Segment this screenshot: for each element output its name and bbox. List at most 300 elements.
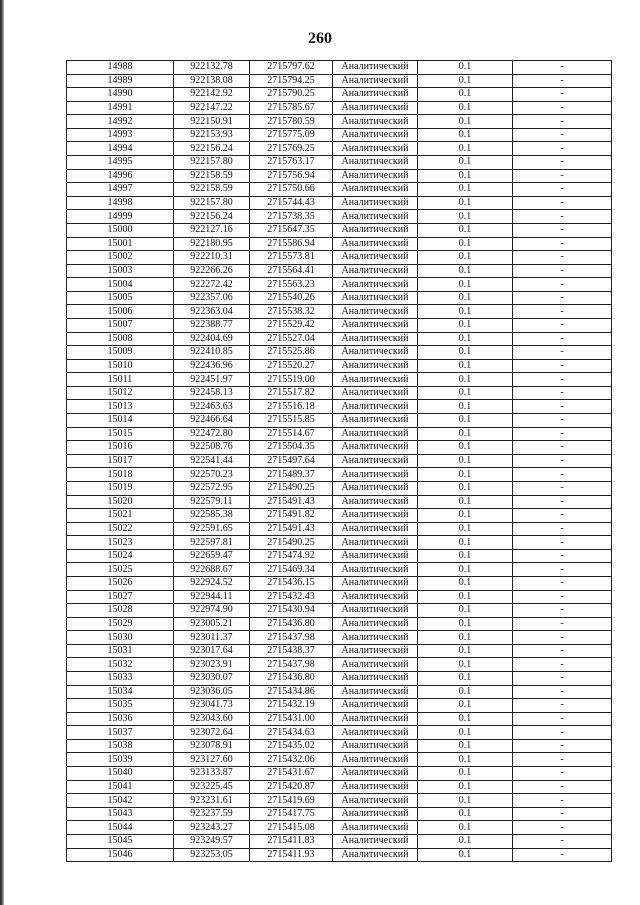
y-coord-cell: 2715437.98 [250,658,333,672]
point-id-cell: 15003 [67,264,174,278]
table-row [67,278,612,292]
method-cell: Аналитический [333,196,418,210]
note-cell: - [513,699,612,713]
point-id-cell: 15020 [67,495,174,509]
accuracy-cell: 0.1 [418,739,513,753]
note-cell: - [513,563,612,577]
table-row [67,604,612,618]
method-cell: Аналитический [333,821,418,835]
note-cell: - [513,821,612,835]
x-coord-cell: 922597.81 [174,536,250,550]
accuracy-cell: 0.1 [418,427,513,441]
note-cell: - [513,223,612,237]
y-coord-cell: 2715520.27 [250,359,333,373]
y-coord-cell: 2715586.94 [250,237,333,251]
table-row [67,196,612,210]
method-cell: Аналитический [333,223,418,237]
table-row [67,251,612,265]
x-coord-cell: 922466.64 [174,414,250,428]
point-id-cell: 14995 [67,156,174,170]
point-id-cell: 15019 [67,481,174,495]
accuracy-cell: 0.1 [418,590,513,604]
point-id-cell: 15000 [67,223,174,237]
note-cell: - [513,332,612,346]
note-cell: - [513,712,612,726]
x-coord-cell: 922210.31 [174,251,250,265]
method-cell: Аналитический [333,658,418,672]
method-cell: Аналитический [333,481,418,495]
y-coord-cell: 2715756.94 [250,169,333,183]
y-coord-cell: 2715529.42 [250,318,333,332]
method-cell: Аналитический [333,753,418,767]
accuracy-cell: 0.1 [418,753,513,767]
y-coord-cell: 2715744.43 [250,196,333,210]
accuracy-cell: 0.1 [418,617,513,631]
y-coord-cell: 2715564.41 [250,264,333,278]
method-cell: Аналитический [333,767,418,781]
note-cell: - [513,780,612,794]
note-cell: - [513,576,612,590]
note-cell: - [513,373,612,387]
y-coord-cell: 2715411.83 [250,834,333,848]
x-coord-cell: 923253.05 [174,848,250,862]
y-coord-cell: 2715434.86 [250,685,333,699]
method-cell: Аналитический [333,834,418,848]
method-cell: Аналитический [333,631,418,645]
table-row [67,672,612,686]
note-cell: - [513,291,612,305]
point-id-cell: 15046 [67,848,174,862]
y-coord-cell: 2715538.32 [250,305,333,319]
x-coord-cell: 923011.37 [174,631,250,645]
method-cell: Аналитический [333,848,418,862]
point-id-cell: 15027 [67,590,174,604]
y-coord-cell: 2715436.15 [250,576,333,590]
method-cell: Аналитический [333,210,418,224]
point-id-cell: 14988 [67,61,174,75]
note-cell: - [513,318,612,332]
x-coord-cell: 923036.05 [174,685,250,699]
x-coord-cell: 922410.85 [174,346,250,360]
note-cell: - [513,631,612,645]
y-coord-cell: 2715432.19 [250,699,333,713]
method-cell: Аналитический [333,807,418,821]
y-coord-cell: 2715431.00 [250,712,333,726]
table-row [67,128,612,142]
note-cell: - [513,386,612,400]
accuracy-cell: 0.1 [418,767,513,781]
note-cell: - [513,495,612,509]
table-row [67,536,612,550]
accuracy-cell: 0.1 [418,115,513,129]
accuracy-cell: 0.1 [418,305,513,319]
table-row [67,237,612,251]
y-coord-cell: 2715417.75 [250,807,333,821]
note-cell: - [513,644,612,658]
point-id-cell: 15008 [67,332,174,346]
note-cell: - [513,156,612,170]
method-cell: Аналитический [333,794,418,808]
y-coord-cell: 2715491.43 [250,495,333,509]
note-cell: - [513,726,612,740]
note-cell: - [513,617,612,631]
method-cell: Аналитический [333,522,418,536]
method-cell: Аналитический [333,549,418,563]
table-row [67,400,612,414]
table-row [67,590,612,604]
point-id-cell: 15014 [67,414,174,428]
point-id-cell: 14997 [67,183,174,197]
accuracy-cell: 0.1 [418,834,513,848]
accuracy-cell: 0.1 [418,88,513,102]
table-row [67,169,612,183]
accuracy-cell: 0.1 [418,210,513,224]
y-coord-cell: 2715515.85 [250,414,333,428]
accuracy-cell: 0.1 [418,414,513,428]
note-cell: - [513,848,612,862]
x-coord-cell: 922142.92 [174,88,250,102]
accuracy-cell: 0.1 [418,495,513,509]
accuracy-cell: 0.1 [418,237,513,251]
x-coord-cell: 923243.27 [174,821,250,835]
point-id-cell: 14990 [67,88,174,102]
accuracy-cell: 0.1 [418,481,513,495]
x-coord-cell: 922463.63 [174,400,250,414]
method-cell: Аналитический [333,427,418,441]
accuracy-cell: 0.1 [418,848,513,862]
accuracy-cell: 0.1 [418,807,513,821]
method-cell: Аналитический [333,563,418,577]
method-cell: Аналитический [333,712,418,726]
accuracy-cell: 0.1 [418,685,513,699]
x-coord-cell: 923133.87 [174,767,250,781]
point-id-cell: 15010 [67,359,174,373]
table-row [67,414,612,428]
method-cell: Аналитический [333,115,418,129]
table-row [67,631,612,645]
x-coord-cell: 923023.91 [174,658,250,672]
point-id-cell: 14991 [67,101,174,115]
accuracy-cell: 0.1 [418,454,513,468]
point-id-cell: 14998 [67,196,174,210]
point-id-cell: 15042 [67,794,174,808]
point-id-cell: 15031 [67,644,174,658]
point-id-cell: 14996 [67,169,174,183]
table-row [67,454,612,468]
table-row [67,495,612,509]
x-coord-cell: 922472.80 [174,427,250,441]
y-coord-cell: 2715780.59 [250,115,333,129]
accuracy-cell: 0.1 [418,346,513,360]
x-coord-cell: 923041.73 [174,699,250,713]
note-cell: - [513,658,612,672]
point-id-cell: 15040 [67,767,174,781]
note-cell: - [513,536,612,550]
table-row [67,549,612,563]
accuracy-cell: 0.1 [418,576,513,590]
x-coord-cell: 922659.47 [174,549,250,563]
y-coord-cell: 2715525.86 [250,346,333,360]
accuracy-cell: 0.1 [418,794,513,808]
table-row [67,332,612,346]
accuracy-cell: 0.1 [418,169,513,183]
method-cell: Аналитический [333,291,418,305]
note-cell: - [513,767,612,781]
method-cell: Аналитический [333,373,418,387]
x-coord-cell: 922157.80 [174,196,250,210]
x-coord-cell: 923005.21 [174,617,250,631]
method-cell: Аналитический [333,780,418,794]
method-cell: Аналитический [333,400,418,414]
point-id-cell: 15017 [67,454,174,468]
table-row [67,427,612,441]
y-coord-cell: 2715435.02 [250,739,333,753]
method-cell: Аналитический [333,183,418,197]
accuracy-cell: 0.1 [418,604,513,618]
note-cell: - [513,74,612,88]
point-id-cell: 15032 [67,658,174,672]
accuracy-cell: 0.1 [418,156,513,170]
method-cell: Аналитический [333,61,418,75]
x-coord-cell: 923127.60 [174,753,250,767]
x-coord-cell: 922153.93 [174,128,250,142]
method-cell: Аналитический [333,726,418,740]
y-coord-cell: 2715436.80 [250,672,333,686]
table-row [67,183,612,197]
table-row [67,468,612,482]
table-row [67,699,612,713]
note-cell: - [513,604,612,618]
y-coord-cell: 2715415.08 [250,821,333,835]
point-id-cell: 15036 [67,712,174,726]
accuracy-cell: 0.1 [418,61,513,75]
note-cell: - [513,454,612,468]
x-coord-cell: 922404.69 [174,332,250,346]
y-coord-cell: 2715527.04 [250,332,333,346]
point-id-cell: 15043 [67,807,174,821]
accuracy-cell: 0.1 [418,101,513,115]
accuracy-cell: 0.1 [418,183,513,197]
accuracy-cell: 0.1 [418,196,513,210]
x-coord-cell: 922156.24 [174,142,250,156]
y-coord-cell: 2715775.09 [250,128,333,142]
x-coord-cell: 922180.95 [174,237,250,251]
table-row [67,373,612,387]
table-row [67,509,612,523]
point-id-cell: 15033 [67,672,174,686]
table-row [67,794,612,808]
accuracy-cell: 0.1 [418,278,513,292]
x-coord-cell: 923017.64 [174,644,250,658]
table-row [67,61,612,75]
point-id-cell: 15006 [67,305,174,319]
x-coord-cell: 922272.42 [174,278,250,292]
y-coord-cell: 2715437.98 [250,631,333,645]
method-cell: Аналитический [333,142,418,156]
scan-edge [0,0,4,905]
point-id-cell: 15037 [67,726,174,740]
method-cell: Аналитический [333,88,418,102]
x-coord-cell: 922156.24 [174,210,250,224]
method-cell: Аналитический [333,156,418,170]
method-cell: Аналитический [333,739,418,753]
y-coord-cell: 2715469.34 [250,563,333,577]
accuracy-cell: 0.1 [418,726,513,740]
y-coord-cell: 2715430.94 [250,604,333,618]
x-coord-cell: 922451.97 [174,373,250,387]
x-coord-cell: 923072.64 [174,726,250,740]
note-cell: - [513,88,612,102]
method-cell: Аналитический [333,685,418,699]
coordinates-table [66,60,612,862]
note-cell: - [513,169,612,183]
table-row [67,441,612,455]
note-cell: - [513,128,612,142]
table-row [67,318,612,332]
note-cell: - [513,672,612,686]
x-coord-cell: 922541.44 [174,454,250,468]
method-cell: Аналитический [333,495,418,509]
method-cell: Аналитический [333,441,418,455]
method-cell: Аналитический [333,332,418,346]
table-row [67,481,612,495]
note-cell: - [513,142,612,156]
point-id-cell: 15009 [67,346,174,360]
table-row [67,848,612,862]
y-coord-cell: 2715790.25 [250,88,333,102]
point-id-cell: 15035 [67,699,174,713]
point-id-cell: 15012 [67,386,174,400]
point-id-cell: 15029 [67,617,174,631]
x-coord-cell: 922388.77 [174,318,250,332]
y-coord-cell: 2715432.43 [250,590,333,604]
accuracy-cell: 0.1 [418,699,513,713]
note-cell: - [513,481,612,495]
accuracy-cell: 0.1 [418,631,513,645]
note-cell: - [513,278,612,292]
method-cell: Аналитический [333,169,418,183]
method-cell: Аналитический [333,414,418,428]
method-cell: Аналитический [333,644,418,658]
method-cell: Аналитический [333,318,418,332]
accuracy-cell: 0.1 [418,291,513,305]
table-row [67,576,612,590]
table-row [67,563,612,577]
table-row [67,359,612,373]
method-cell: Аналитический [333,74,418,88]
point-id-cell: 15021 [67,509,174,523]
method-cell: Аналитический [333,509,418,523]
y-coord-cell: 2715517.82 [250,386,333,400]
table-row [67,712,612,726]
accuracy-cell: 0.1 [418,821,513,835]
point-id-cell: 15016 [67,441,174,455]
table-row [67,658,612,672]
note-cell: - [513,400,612,414]
method-cell: Аналитический [333,699,418,713]
table-row [67,142,612,156]
accuracy-cell: 0.1 [418,332,513,346]
method-cell: Аналитический [333,128,418,142]
method-cell: Аналитический [333,590,418,604]
y-coord-cell: 2715785.67 [250,101,333,115]
table-row [67,386,612,400]
accuracy-cell: 0.1 [418,74,513,88]
accuracy-cell: 0.1 [418,142,513,156]
x-coord-cell: 922579.11 [174,495,250,509]
x-coord-cell: 922570.23 [174,468,250,482]
x-coord-cell: 922158.59 [174,169,250,183]
table-row [67,74,612,88]
table-row [67,834,612,848]
accuracy-cell: 0.1 [418,318,513,332]
x-coord-cell: 922508.76 [174,441,250,455]
note-cell: - [513,414,612,428]
accuracy-cell: 0.1 [418,522,513,536]
note-cell: - [513,264,612,278]
point-id-cell: 15007 [67,318,174,332]
accuracy-cell: 0.1 [418,251,513,265]
x-coord-cell: 922147.22 [174,101,250,115]
y-coord-cell: 2715489.37 [250,468,333,482]
note-cell: - [513,346,612,360]
x-coord-cell: 923231.61 [174,794,250,808]
accuracy-cell: 0.1 [418,373,513,387]
point-id-cell: 14994 [67,142,174,156]
note-cell: - [513,61,612,75]
x-coord-cell: 922363.04 [174,305,250,319]
point-id-cell: 15044 [67,821,174,835]
x-coord-cell: 923030.07 [174,672,250,686]
point-id-cell: 14989 [67,74,174,88]
y-coord-cell: 2715432.06 [250,753,333,767]
y-coord-cell: 2715769.25 [250,142,333,156]
table-row [67,753,612,767]
method-cell: Аналитический [333,278,418,292]
note-cell: - [513,509,612,523]
y-coord-cell: 2715540.26 [250,291,333,305]
note-cell: - [513,196,612,210]
table-row [67,767,612,781]
x-coord-cell: 923043.60 [174,712,250,726]
method-cell: Аналитический [333,264,418,278]
point-id-cell: 14993 [67,128,174,142]
note-cell: - [513,251,612,265]
accuracy-cell: 0.1 [418,780,513,794]
accuracy-cell: 0.1 [418,672,513,686]
method-cell: Аналитический [333,672,418,686]
y-coord-cell: 2715797.62 [250,61,333,75]
table-row [67,264,612,278]
point-id-cell: 15039 [67,753,174,767]
note-cell: - [513,441,612,455]
accuracy-cell: 0.1 [418,536,513,550]
table-row [67,807,612,821]
y-coord-cell: 2715750.66 [250,183,333,197]
accuracy-cell: 0.1 [418,563,513,577]
point-id-cell: 15013 [67,400,174,414]
note-cell: - [513,305,612,319]
point-id-cell: 15025 [67,563,174,577]
x-coord-cell: 922436.96 [174,359,250,373]
x-coord-cell: 923225.45 [174,780,250,794]
accuracy-cell: 0.1 [418,441,513,455]
accuracy-cell: 0.1 [418,128,513,142]
note-cell: - [513,359,612,373]
x-coord-cell: 922688.67 [174,563,250,577]
y-coord-cell: 2715474.92 [250,549,333,563]
method-cell: Аналитический [333,576,418,590]
